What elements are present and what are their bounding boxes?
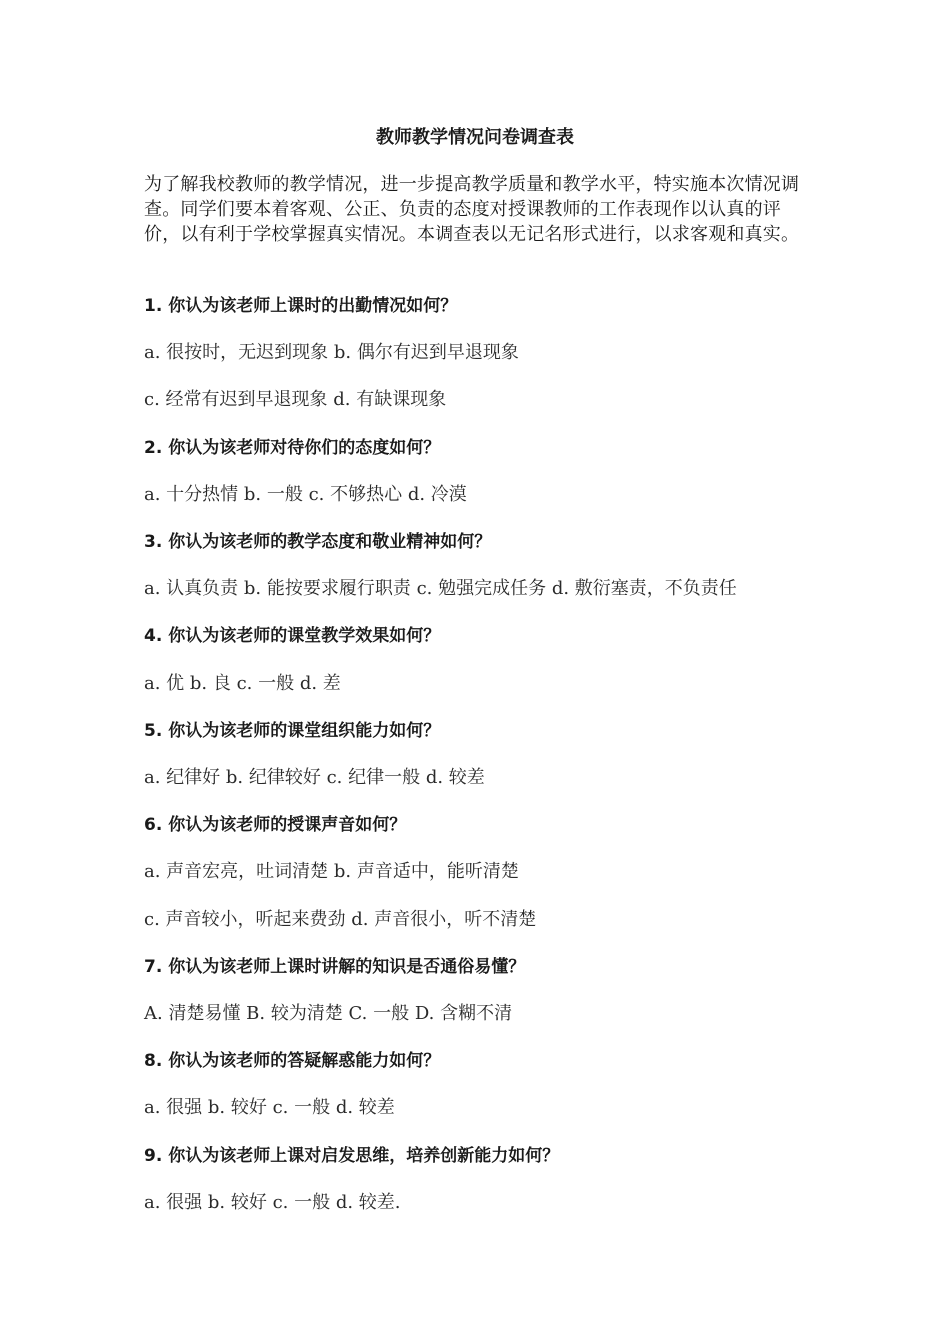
question-text: 你认为该老师的课堂教学效果如何？ [168,626,441,646]
question-number: 2. [144,438,163,458]
question-number: 4. [144,626,163,646]
question-text: 你认为该老师的答疑解惑能力如何？ [168,1051,441,1071]
question-text: 你认为该老师的授课声音如何？ [168,815,407,835]
question-2-options: a. 十分热情 b. 一般 c. 不够热心 d. 冷漠 [144,484,467,505]
question-number: 3. [144,532,163,552]
intro-paragraph: 为了解我校教师的教学情况，进一步提高教学质量和教学水平，特实施本次情况调查。同学们要本着客观、公正、负责的态度对授课教师的工作表现作以认真的评价，以有利于学校掌握真实情况。本调查表以无记名形式进行，以求客观和真实。 [144,174,800,245]
question-2 [144,436,824,460]
question-number: 1. [144,296,163,316]
question-4 [144,624,824,648]
question-1-options-line-1: a. 很按时，无迟到现象 b. 偶尔有迟到早退现象 [144,342,519,363]
question-8 [144,1049,824,1073]
question-5-options: a. 纪律好 b. 纪律较好 c. 纪律一般 d. 较差 [144,767,485,788]
page-title: 教师教学情况问卷调查表 [376,127,574,148]
question-text: 你认为该老师对待你们的态度如何？ [168,438,441,458]
question-number: 6. [144,815,163,835]
question-9-options: a. 很强 b. 较好 c. 一般 d. 较差. [144,1192,401,1213]
question-text: 你认为该老师上课对启发思维，培养创新能力如何？ [168,1146,560,1166]
question-9 [144,1144,824,1168]
question-6 [144,813,824,837]
question-4-options: a. 优 b. 良 c. 一般 d. 差 [144,673,341,694]
question-number: 9. [144,1146,163,1166]
question-number: 7. [144,957,163,977]
question-7-options: A. 清楚易懂 B. 较为清楚 C. 一般 D. 含糊不清 [144,1003,513,1024]
question-3 [144,530,824,554]
question-1 [144,294,824,318]
question-number: 5. [144,721,163,741]
question-1-options-line-2: c. 经常有迟到早退现象 d. 有缺课现象 [144,389,447,410]
question-5 [144,719,824,743]
question-3-options: a. 认真负责 b. 能按要求履行职责 c. 勉强完成任务 d. 敷衍塞责，不负责任 [144,578,737,599]
question-text: 你认为该老师的教学态度和敬业精神如何？ [168,532,492,552]
question-text: 你认为该老师的课堂组织能力如何？ [168,721,441,741]
question-6-options-line-2: c. 声音较小，听起来费劲 d. 声音很小，听不清楚 [144,909,537,930]
question-number: 8. [144,1051,163,1071]
question-8-options: a. 很强 b. 较好 c. 一般 d. 较差 [144,1097,395,1118]
question-6-options-line-1: a. 声音宏亮，吐词清楚 b. 声音适中，能听清楚 [144,861,519,882]
question-7 [144,955,824,979]
question-text: 你认为该老师上课时的出勤情况如何？ [168,296,458,316]
question-text: 你认为该老师上课时讲解的知识是否通俗易懂？ [168,957,526,977]
